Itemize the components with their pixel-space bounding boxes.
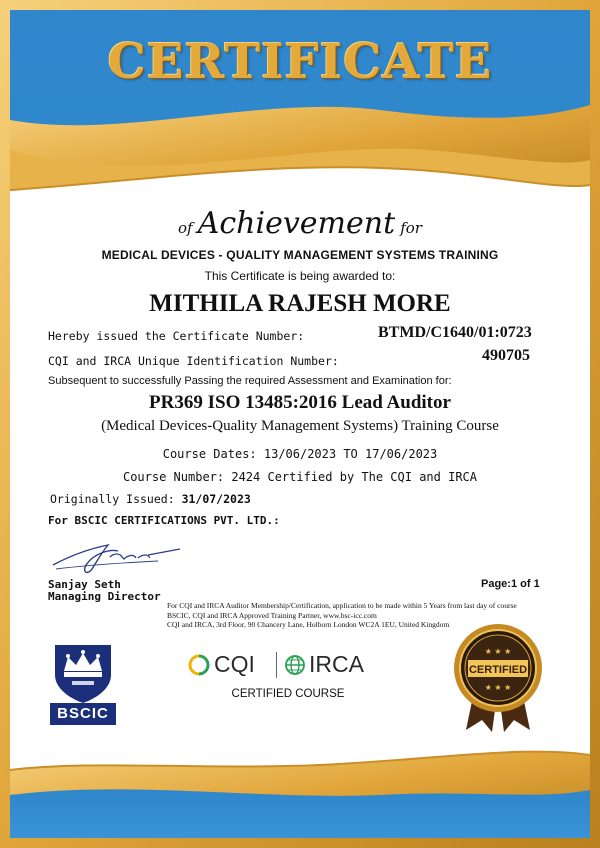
originally-issued: [50, 492, 251, 506]
for-word: for: [400, 219, 422, 237]
fine-print-line: For CQI and IRCA Auditor Membership/Certification, application to be made within 5 Years from last day of course: [167, 601, 517, 610]
awarded-text: This Certificate is being awarded to:: [204, 269, 396, 283]
cert-number: BTMD/C1640/01:0723: [378, 324, 532, 341]
fine-print-line: CQI and IRCA, 3rd Floor, 90 Chancery Lane, Holborn London WC2A 1EU, United Kingdom: [167, 620, 450, 629]
course-number: Course Number: 2424 Certified by The CQI and IRCA: [122, 470, 477, 484]
course-subtitle: (Medical Devices-Quality Management Systems) Training Course: [101, 418, 499, 434]
bscic-logo: [50, 637, 116, 725]
signature: [48, 535, 188, 577]
unique-id-label: CQI and IRCA Unique Identification Number:: [48, 354, 339, 368]
course-dates: Course Dates: 13/06/2023 TO 17/06/2023: [162, 447, 438, 461]
certificate-title: CERTIFICATE: [107, 34, 493, 90]
seal-text: CERTIFIED: [468, 664, 528, 676]
svg-text:★ ★ ★: ★ ★ ★: [484, 647, 512, 656]
signatory-name: Sanjay Seth: [48, 578, 121, 591]
originally-issued-label: Originally Issued:: [50, 492, 175, 506]
certified-course: CERTIFIED COURSE: [231, 688, 345, 700]
bscic-logo-text: BSCIC: [50, 703, 116, 725]
irca-text: IRCA: [309, 651, 364, 677]
signatory: [48, 579, 161, 603]
cqi-irca-logo: [188, 650, 378, 680]
signatory-title: Managing Director: [48, 590, 161, 603]
svg-text:★ ★ ★: ★ ★ ★: [484, 683, 512, 692]
certified-seal-icon: [452, 622, 544, 734]
cqi-text: CQI: [214, 651, 255, 677]
crown-shield-icon: [50, 637, 116, 703]
page-info: Page:1 of 1: [481, 578, 540, 590]
for-company: For BSCIC CERTIFICATIONS PVT. LTD.:: [48, 514, 280, 527]
cqi-mark-icon: [188, 654, 210, 676]
fine-print-line: BSCIC, CQI and IRCA Approved Training Partner, www.bsc-icc.com: [167, 610, 377, 620]
irca-globe-icon: [284, 654, 306, 676]
course-title: PR369 ISO 13485:2016 Lead Auditor: [149, 392, 451, 413]
achievement-heading: [0, 206, 600, 241]
subsequent-text: Subsequent to successfully Passing the required Assessment and Examination for:: [48, 375, 452, 387]
originally-issued-date: 31/07/2023: [181, 492, 251, 506]
cert-number-label: Hereby issued the Certificate Number:: [48, 329, 305, 343]
training-title: MEDICAL DEVICES - QUALITY MANAGEMENT SYSTEMS TRAINING: [101, 248, 499, 262]
achievement-word: Achievement: [197, 206, 396, 241]
recipient-name: MITHILA RAJESH MORE: [149, 290, 451, 317]
unique-id: 490705: [482, 347, 530, 364]
of-word: of: [178, 219, 193, 237]
logo-divider: [276, 652, 277, 678]
